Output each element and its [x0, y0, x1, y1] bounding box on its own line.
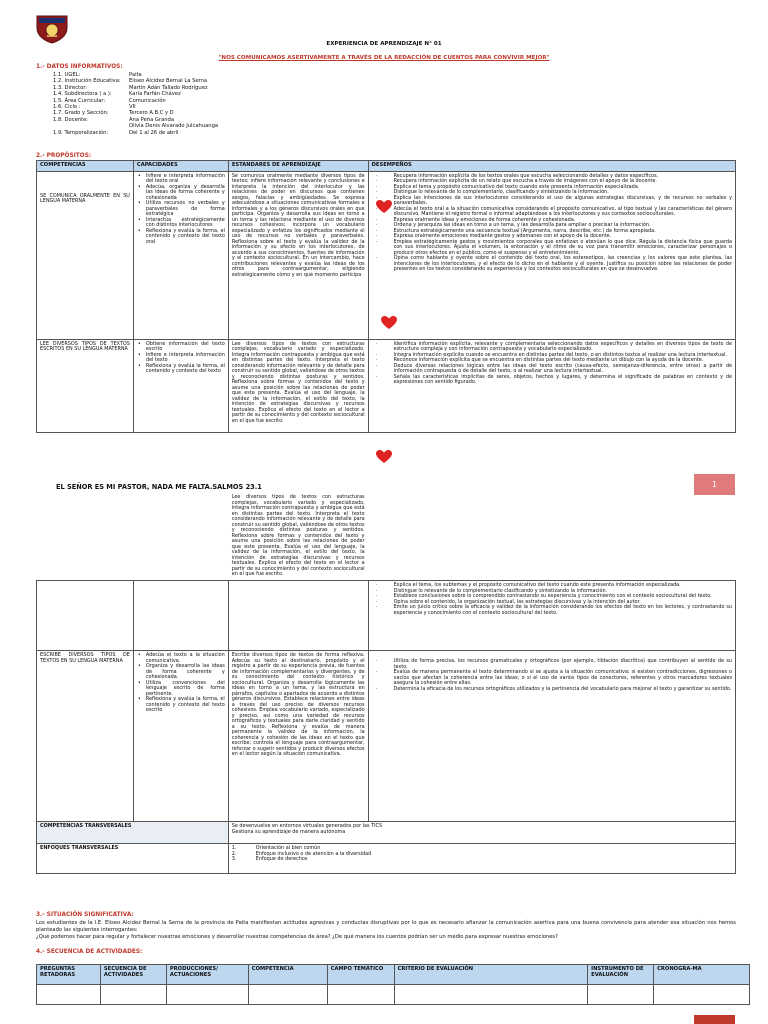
info-value: Martín Adán Tallado Rodríguez	[129, 84, 208, 91]
page-number-badge-2	[694, 1015, 735, 1024]
page-2	[0, 494, 768, 1024]
col-capacidades: CAPACIDADES	[133, 161, 228, 172]
table-row	[37, 581, 736, 651]
heart-icon	[376, 450, 392, 464]
info-key: 1.6. Ciclo :	[53, 104, 81, 111]
info-value: Ana Peña Granda	[129, 116, 175, 123]
info-row	[53, 130, 218, 136]
list-item: • Organiza y desarrolla las ideas de forma coherente y cohesionada.	[137, 664, 225, 681]
list-item: • Reflexiona y evalúa la forma, el contenido y contexto del texto oral	[137, 229, 225, 246]
info-value: Karla Farfán Chávez	[129, 91, 181, 98]
table-row	[37, 822, 736, 844]
list-item: • Adecúa el texto a la situación comunicativa.	[137, 653, 225, 664]
heart-icon	[376, 200, 392, 214]
estandar-lee-cont: Lee diversos tipos de textos con estructuras complejas, vocabulario variado y especializado. Integra información contrapuesta y ambigua que está en distintas partes del texto. Interpreta el texto considerando información relevante y de detalle para construir su sentido global, valiéndose de otros textos y reconociendo distintas posturas y sentidos. Reflexiona sobre formas y contenidos del texto y asume una posición sobre las relaciones de poder que este presenta. Evalúa el uso del lenguaje, la validez de la información, el estilo del texto, la intención de estrategias discursivas y recursos textuales. Explica el efecto del texto en el lector a partir de su conocimiento y del contexto sociocultural en el que fue escrito.	[228, 581, 368, 651]
page-number-badge: 1	[694, 474, 735, 495]
list-item: · Distingue lo relevante de lo complementario, clasificando y sintetizando la información.	[372, 190, 732, 196]
info-value: Olivia Denis Alvarado Julcahuanga	[129, 123, 219, 130]
estandar-lee: Lee diversos tipos de textos con estructuras complejas, vocabulario variado y especializado. Integra información contrapuesta y ambigua que está en distintas partes del texto. Interpreta el texto considerando información relevante y de detalle para construir su sentido global, valiéndose de otros textos y reconociendo distintas posturas y sentidos. Reflexiona sobre formas y contenidos del texto y asume una posición sobre las relaciones de poder que este presenta. Evalúa el uso del lenguaje, la validez de la información, el estilo del texto, la intención de estrategias discursivas y recursos textuales. Explica el efecto del texto en el lector a partir de su conocimiento y del contexto sociocultural en el que fue escrito.	[228, 339, 368, 432]
list-item: · Expresa oralmente ideas y emociones de forma coherente y cohesionada.	[372, 218, 732, 224]
footer-verse: EL SEÑOR ES MI PASTOR, NADA ME FALTA.SALMOS 23.1	[56, 483, 262, 491]
list-item: • Utiliza recursos no verbales y paraverbales de forma estratégica	[137, 201, 225, 218]
list-item: · Señala las características implícitas de seres, objetos, hechos y lugares, y determina el significado de palabras en contexto y de expresiones con sentido figurado.	[372, 375, 732, 386]
competencia-lee: LEE DIVERSOS TIPOS DE TEXTOS ESCRITOS EN SU LENGUA MATERNA	[37, 339, 134, 432]
col-desempenos: DESEMPEÑOS	[368, 161, 735, 172]
document-title: EXPERIENCIA DE APRENDIZAJE N° 01	[326, 41, 442, 47]
list-item: · Explica el tema y propósito comunicativo del texto cuando este presenta información especializada.	[372, 185, 732, 191]
list-item: • Reflexiona y evalúa la forma, el contenido y contexto del texto escrito	[137, 697, 225, 714]
table-row	[37, 844, 736, 874]
list-item: · Adecúa el texto oral a la situación comunicativa considerando el propósito comunicativo, al tipo textual y las características del género discursivo. Mantiene el registro formal o informal adaptándose a los interlocutores y sus contextos socioculturales.	[372, 207, 732, 218]
col-campo: CAMPO TEMÁTICO	[327, 965, 394, 985]
list-item: · Recupera información explícita de los textos orales que escucha seleccionando detalles y datos específicos.	[372, 174, 732, 180]
list-item: • Adecúa, organiza y desarrolla las ideas de forma coherente y cohesionada	[137, 185, 225, 202]
info-value: Comunicación	[129, 97, 166, 104]
desempenos-oral	[368, 171, 735, 339]
list-item: · Identifica información explícita, relevante y complementaria seleccionando datos específicos y detalles en diversos tipos de texto de estructura compleja y con información contrapuesta y vocabulario especializado.	[372, 342, 732, 353]
estandar-oral: Se comunica oralmente mediante diversos tipos de textos; infiere información relevante y conclusiones e interpreta la intención del interlocutor y las relaciones de poder en discursos que contienen sesgos, falacias y ambigüedades. Se expresa adecuándose a situaciones comunicativas formales e informales y a los géneros discursivos orales en que participa. Organiza y desarrolla sus ideas en torno a un tema y las relaciona mediante el uso de diversos recursos cohesivos; incorpora un vocabulario especializado y enfatiza los significados mediante el uso de recursos no verbales y paraverbales. Reflexiona sobre el texto y evalúa la validez de la información y su efecto en los interlocutores, de acuerdo a sus conocimientos, fuentes de información y el contexto sociocultural. En un intercambio, hace contribuciones relevantes y evalúa las ideas de los otros para contraargumentar, eligiendo estratégicamente cómo y en qué momento participa	[228, 171, 368, 339]
list-item: • Obtiene información del texto escrito	[137, 342, 225, 353]
list-item: • Infiere e interpreta información del texto	[137, 353, 225, 364]
col-competencias: COMPETENCIAS	[37, 161, 134, 172]
list-item: · Integra información explícita cuando se encuentra en distintas partes del texto, o en distintos textos al realizar una lectura intertextual.	[372, 353, 732, 359]
col-competencia: COMPETENCIA	[248, 965, 327, 985]
table-row	[37, 339, 736, 432]
list-item: · Distingue lo relevante de lo complementario clasificando y sintetizando la información.	[372, 589, 732, 595]
secuencia-header-row	[37, 965, 750, 985]
info-value: Paita	[129, 72, 142, 78]
col-cronograma: CRONOGRA-MA	[654, 965, 750, 985]
page-1	[0, 0, 768, 500]
list-item: · Establece conclusiones sobre lo comprendido contrastando su experiencia y conocimiento con el contexto sociocultural del texto.	[372, 594, 732, 600]
heart-icon	[381, 316, 397, 330]
competencia-oral: SE COMUNICA ORALMENTE EN SU LENGUA MATERNA	[37, 171, 134, 339]
info-key: 1.9. Temporalización:	[53, 129, 109, 136]
desempenos-escribe	[368, 651, 735, 822]
empty-cell	[37, 581, 134, 651]
propositos-table-continued	[36, 494, 736, 874]
list-item: · Utiliza de forma precisa, los recursos gramaticales y ortográficos (por ejemplo, tildación diacrítica) que contribuyen al sentido de su texto.	[372, 659, 732, 670]
list-item: · Determina la eficacia de los recursos ortográficos utilizados y la pertinencia del vocabulario para mejorar el texto y garantizar su sentido.	[372, 687, 732, 693]
list-item: · Emplea estratégicamente gestos y movimientos corporales que enfatizan o atenúan lo que dice. Regula la distancia física que guarda con sus interlocutores. Ajusta el volumen, la entonación y el ritmo de su voz para transmitir emociones, caracterizar personajes o producir otros efectos en el público, como el suspenso y el entretenimiento.	[372, 240, 732, 257]
list-item: · Opina como hablante y oyente sobre el contenido del texto oral, los estereotipos, las creencias y los valores que este plantea, las intenciones de los interlocutores, y el efecto de lo dicho en el hablante y el oyente. Justifica su posición sobre las relaciones de poder presentes en los textos considerando su experiencia y los contextos socioculturales en que se desenvuelve.	[372, 256, 732, 273]
list-item: · Deduce diversas relaciones lógicas entre las ideas del texto escrito (causa-efecto, semejanza-diferencia, entre otras) a partir de información contrapuesta o de detalle del texto, o al realizar una lectura intertextual.	[372, 364, 732, 375]
competencias-transversales-label: COMPETENCIAS TRANSVERSALES	[37, 822, 229, 844]
list-item: · Opina sobre el contenido, la organización textual, las estrategias discursivas y la intención del autor.	[372, 600, 732, 606]
info-value: Del 1 al 26 de abril	[129, 129, 179, 136]
desempenos-lee-cont	[368, 581, 735, 651]
table-row	[37, 171, 736, 339]
competencia-escribe: ESCRIBE DIVERSOS TIPOS DE TEXTOS EN SU LENGUA MATERNA	[37, 651, 134, 822]
empty-cell	[133, 581, 228, 651]
list-item: • Interactúa estratégicamente con distintos interlocutores	[137, 218, 225, 229]
list-item: · Emite un juicio crítico sobre la eficacia y validez de la información considerando los efectos del texto en los lectores, y contrastando su experiencia y conocimiento con el contexto sociocultural del texto.	[372, 605, 732, 616]
list-item: · Recupera información explícita de un relato que escucha a través de imágenes con el apoyo de la docente.	[372, 179, 732, 185]
list-item: · Expresa oralmente emociones mediante gestos y ademanes con el apoyo de la docente.	[372, 234, 732, 240]
situacion-text: Los estudiantes de la I.E. Eliseo Alcidez Bernal la Serna de la provincia de Paita manifiestan actitudes agresivas y conductas disruptivas por lo que es necesario afianzar la comunicación asertiva para una buena convivencia para atender esa situación nos hemos planteado las siguientes interrogantes: ¿Qué podemos hacer para regular y fortalecer nuestras emociones y desarrollar nuestras competencias de área? ¿De qué manera los cuentos podrían ser un medio para expresar nuestras emociones?	[36, 920, 736, 940]
info-key: 1.3. Director:	[53, 84, 88, 91]
capacidades-lee	[133, 339, 228, 432]
datos-informativos-list	[53, 72, 218, 136]
desempenos-lee	[368, 339, 735, 432]
col-criterio: CRITERIO DE EVALUACIÓN	[394, 965, 588, 985]
secuencia-table	[36, 964, 750, 1005]
info-value: VII	[129, 104, 136, 111]
datos-heading: 1.- DATOS INFORMATIVOS:	[36, 64, 123, 70]
info-key: 1.1. UGEL:	[53, 72, 81, 78]
col-producciones: PRODUCCIONES/ ACTUACIONES	[166, 965, 248, 985]
list-item: · Reconoce información explícita que se encuentra en distintas partes del texto mediante un dibujo con la ayuda de la docente.	[372, 358, 732, 364]
info-value: Tercero A.B.C y D	[129, 110, 174, 117]
enfoques-transversales-label: ENFOQUES TRANSVERSALES	[37, 844, 229, 874]
list-item: • Reflexiona y evalúa la forma, el contenido y contexto del texto	[137, 364, 225, 375]
estandar-escribe: Escribe diversos tipos de textos de forma reflexiva. Adecúa su texto al destinatario, propósito y el registro a partir de su experiencia previa, de fuentes de información complementarias y divergentes, y de su conocimiento del contexto histórico y sociocultural. Organiza y desarrolla lógicamente las ideas en torno a un tema, y las estructura en párrafos, capítulos o apartados de acuerdo a distintos géneros discursivos. Establece relaciones entre ideas a través del uso preciso de diversos recursos cohesivos. Emplea vocabulario variado, especializado y preciso, así como una variedad de recursos ortográficos y textuales para darle claridad y sentido a su texto. Reflexiona y evalúa de manera permanente la validez de la información, la coherencia y cohesión de las ideas en el texto que escribe; controla el lenguaje para contraargumentar, reforzar o sugerir sentidos y producir diversos efectos en el lector según la situación comunicativa.	[228, 651, 368, 822]
table-row	[37, 985, 750, 1005]
competencias-transversales-values: Se desenvuelve en entornos virtuales generados por las TICS Gestiona su aprendizaje de manera autónoma	[228, 822, 735, 844]
capacidades-escribe	[133, 651, 228, 822]
info-key: 1.5. Área Curricular:	[53, 97, 106, 104]
situacion-heading: 3.- SITUACIÓN SIGNIFICATIVA:	[36, 912, 134, 918]
table-row	[37, 651, 736, 822]
col-instrumento: INSTRUMENTO DE EVALUACIÓN	[588, 965, 654, 985]
secuencia-heading: 4.- SECUENCIA DE ACTIVIDADES:	[36, 949, 143, 955]
col-secuencia: SECUENCIA DE ACTIVIDADES	[100, 965, 166, 985]
list-item: · Estructura estratégicamente una secuencia textual (Argumenta, narra, describe, etc.) de forma apropiada.	[372, 229, 732, 235]
list-item: · Ordena y jerarquiza las ideas en torno a un tema, y las desarrolla para ampliar o precisar la información.	[372, 223, 732, 229]
info-key: 1.4. Subdirectora ( a ):	[53, 91, 112, 98]
list-item: • Utiliza convenciones del lenguaje escrito de forma pertinente.	[137, 681, 225, 698]
enfoques-transversales-values: 1. Orientación al bien común 2. Enfoque inclusivo o de atención a la diversidad 3. Enfoque de derechos	[228, 844, 735, 874]
info-value: Eliseo Alcidez Bernal La Serna	[129, 78, 208, 85]
school-crest-logo	[35, 14, 69, 44]
list-item: · Explica el tema, los subtemas y el propósito comunicativo del texto cuando este presenta información especializada.	[372, 583, 732, 589]
capacidades-oral	[133, 171, 228, 339]
page-gap	[0, 500, 768, 566]
list-item: • Infiere e interpreta información del texto oral	[137, 174, 225, 185]
propositos-header-row	[37, 161, 736, 172]
info-key: 1.8. Docente:	[53, 116, 89, 123]
propositos-heading: 2.- PROPÓSITOS:	[36, 153, 92, 159]
info-key: 1.7. Grado y Sección:	[53, 110, 109, 117]
col-preguntas: PREGUNTAS RETADORAS	[37, 965, 101, 985]
document-motto: "NOS COMUNICAMOS ASERTIVAMENTE A TRAVÉS DE LA REDACCIÓN DE CUENTOS PARA CONVIVIR MEJOR"	[218, 55, 550, 61]
col-estandares: ESTANDARES DE APRENDIZAJE	[228, 161, 368, 172]
list-item: · Evalúa de manera permanente el texto determinando si se ajusta a la situación comunicativa; si existen contradicciones, digresiones o vacíos que afectan la coherencia entre las ideas; o si el uso de varios tipos de conectores, referentes y otros marcadores textuales asegura la cohesión entre ellas.	[372, 670, 732, 687]
info-key: 1.2. Institución Educativa:	[53, 78, 121, 85]
list-item: · Explica las intenciones de sus interlocutores considerando el uso de algunas estrategias discursivas, y de recursos no verbales y paraverbales.	[372, 196, 732, 207]
